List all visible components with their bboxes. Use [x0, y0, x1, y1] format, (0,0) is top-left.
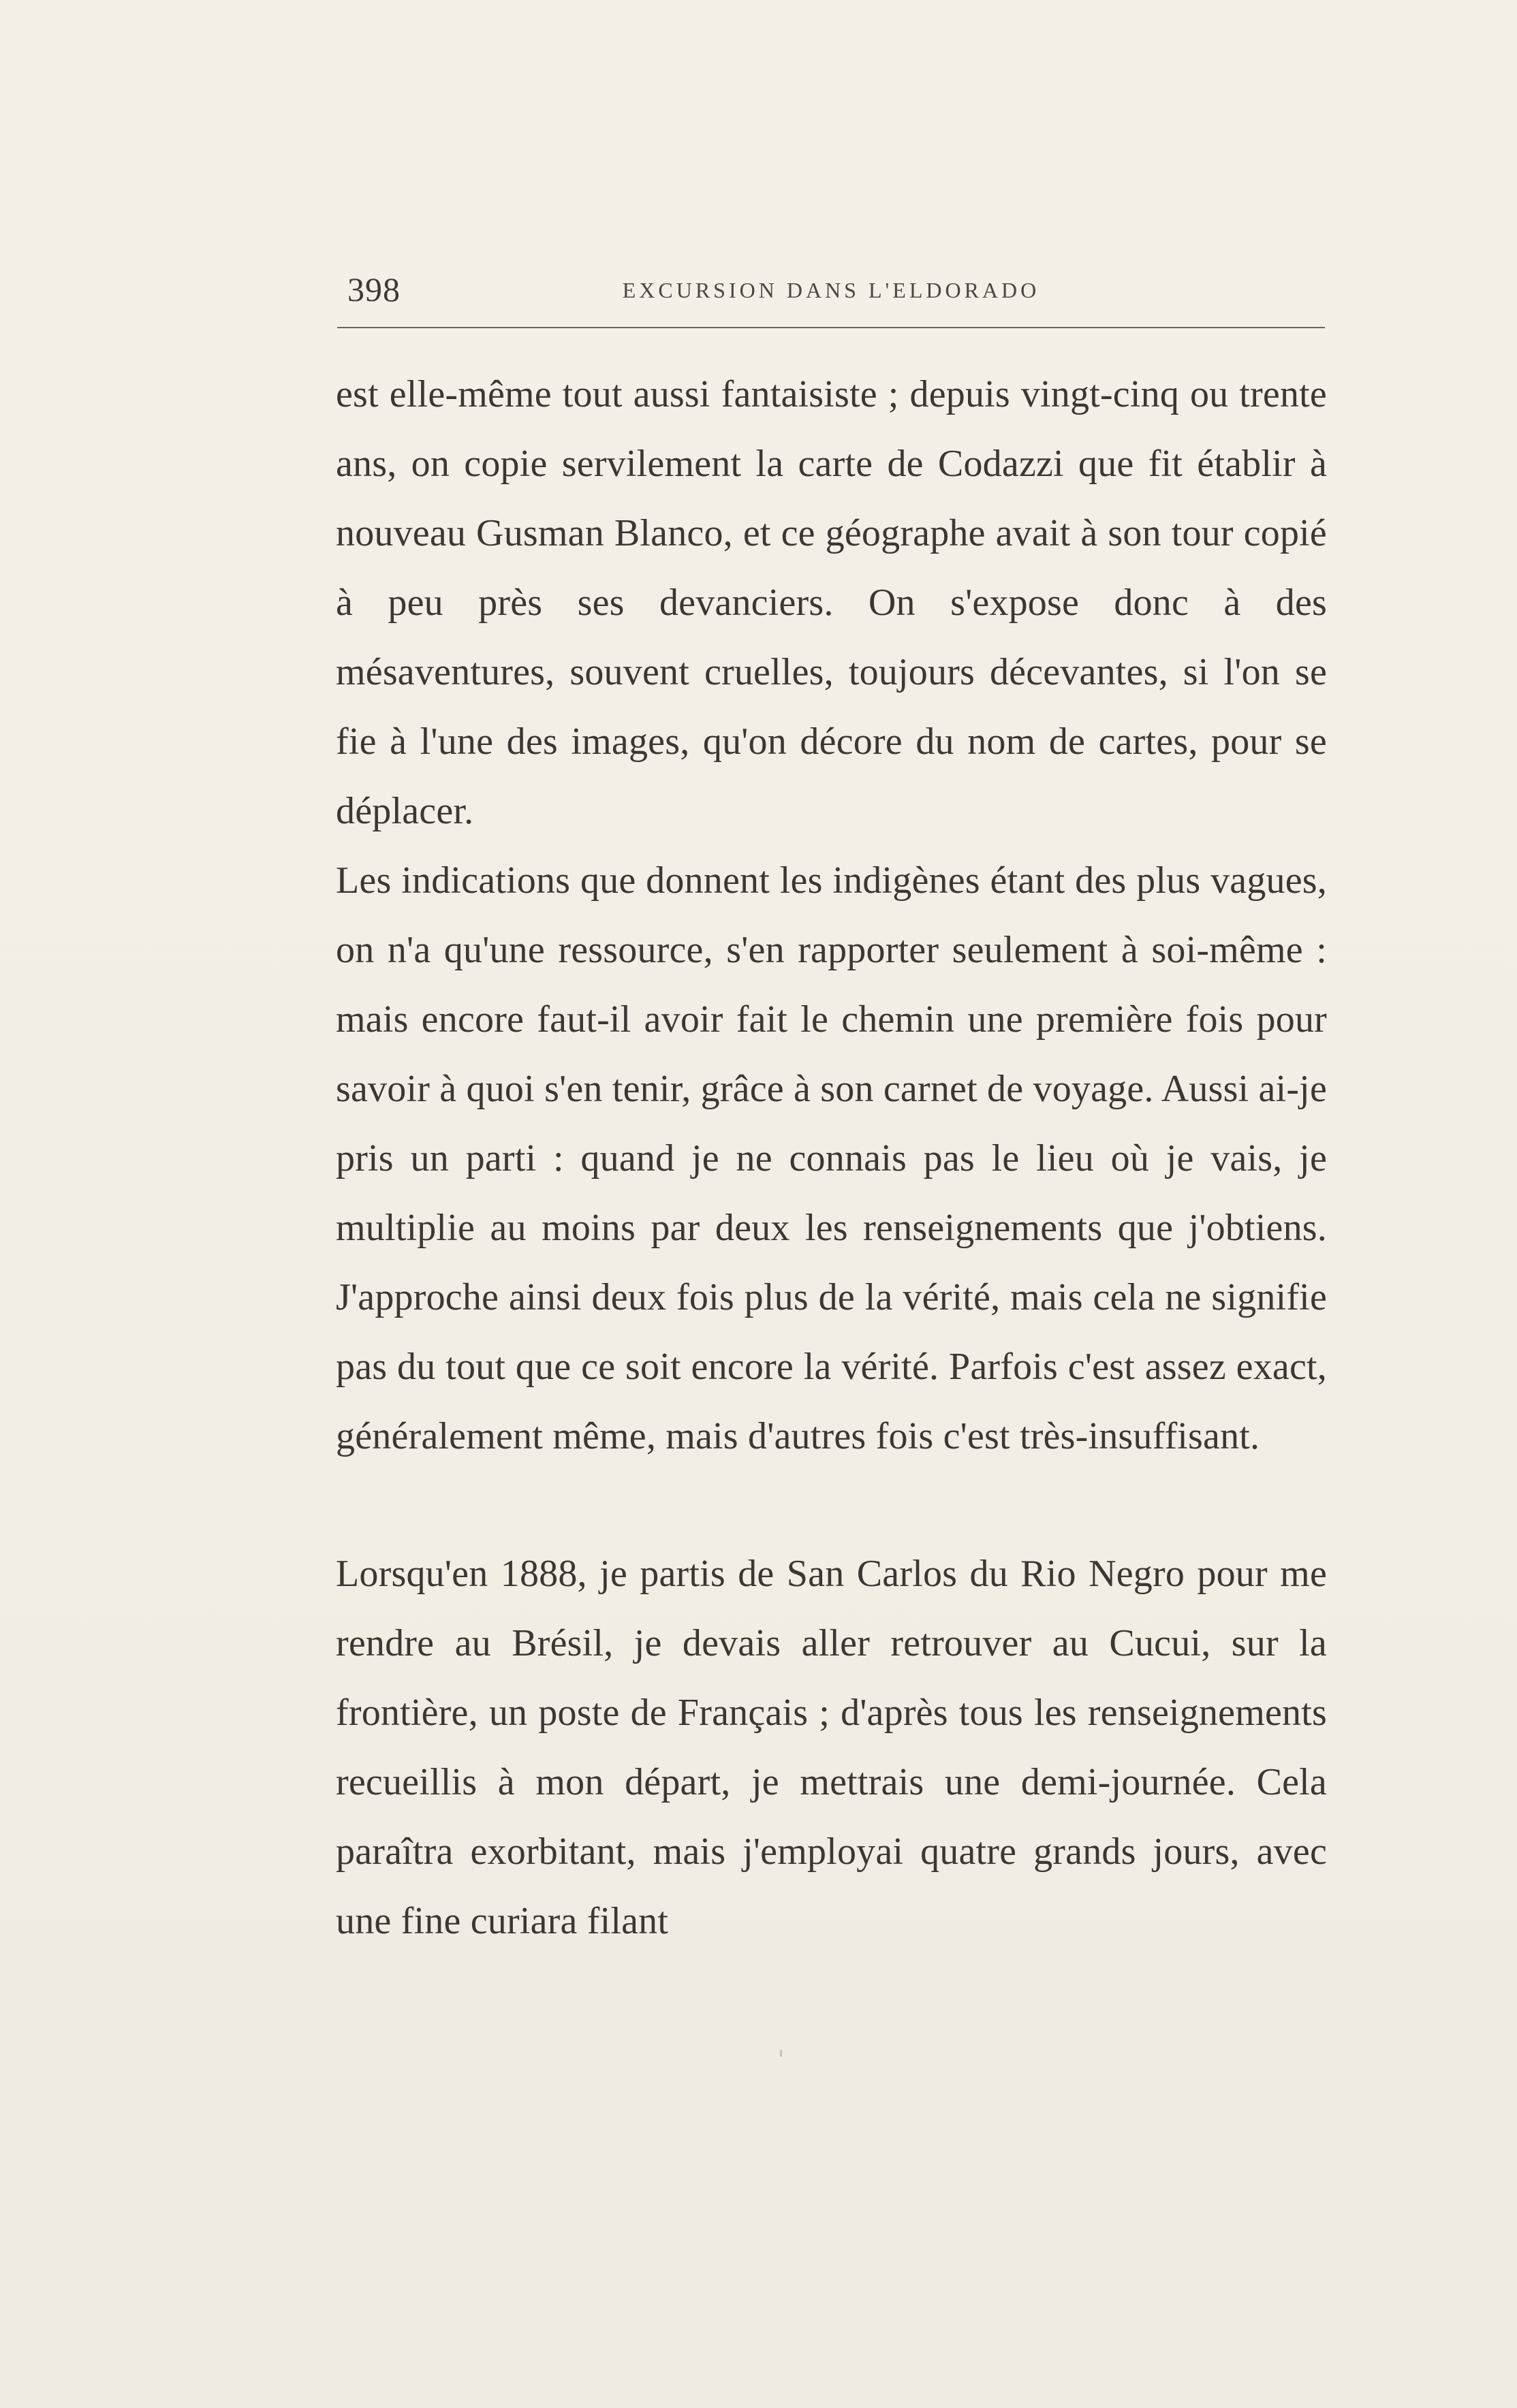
section-gap: [336, 1471, 1327, 1539]
running-head: EXCURSION DANS L'ELDORADO: [622, 278, 1040, 302]
paper-speck: [780, 2050, 782, 2057]
header-rule: [337, 327, 1325, 328]
body-text: [336, 360, 1327, 1956]
paragraph-3: Lorsqu'en 1888, je partis de San Carlos du Rio Negro pour me rendre au Brésil, je devais aller retrouver au Cucui, sur la frontière, un poste de Français ; d'après tous les renseignements recueillis à mon départ, je mettrais une demi-journée. Cela paraîtra exorbitant, mais j'employai quatre grands jours, avec une fine curiara filant: [336, 1553, 1327, 1942]
page-number: 398: [347, 270, 401, 308]
paragraph-2: Les indications que donnent les indigènes étant des plus vagues, on n'a qu'une ressource, s'en rapporter seulement à soi-même : mais encore faut-il avoir fait le chemin une première fois pour savoir à quoi s'en tenir, grâce à son carnet de voyage. Aussi ai-je pris un parti : quand je ne connais pas le lieu où je vais, je multiplie au moins par deux les renseignements que j'obtiens. J'approche ainsi deux fois plus de la vérité, mais cela ne signifie pas du tout que ce soit encore la vérité. Parfois c'est assez exact, généralement même, mais d'autres fois c'est très-insuffisant.: [336, 859, 1327, 1457]
page-header: [334, 270, 1328, 311]
paragraph-1: est elle-même tout aussi fantaisiste ; depuis vingt-cinq ou trente ans, on copie servilement la carte de Codazzi que fit établir à nouveau Gusman Blanco, et ce géographe avait à son tour copié à peu près ses devanciers. On s'expose donc à des mésaventures, souvent cruelles, toujours décevantes, si l'on se fie à l'une des images, qu'on décore du nom de cartes, pour se déplacer.: [336, 373, 1327, 832]
